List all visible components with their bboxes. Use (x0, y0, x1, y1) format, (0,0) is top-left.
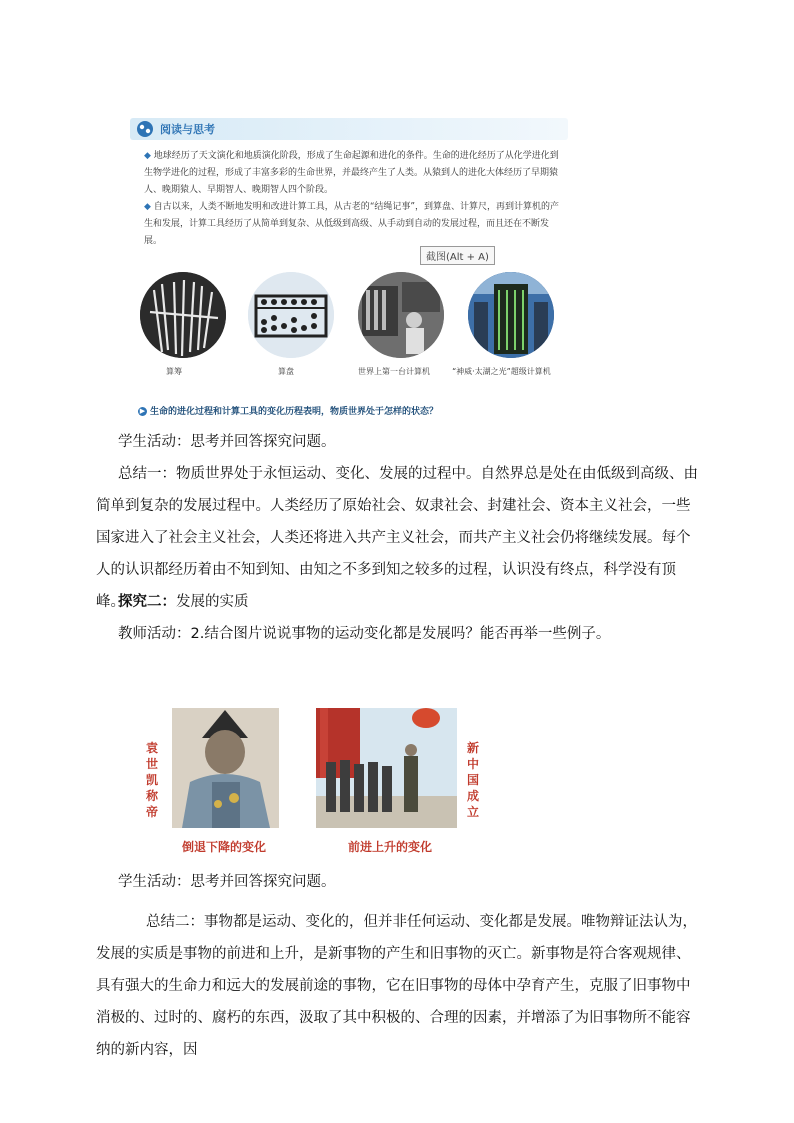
student-activity-text: 学生活动：思考并回答探究问题。 (118, 434, 336, 450)
caption-abacus: 算盘 (278, 367, 294, 376)
supercomputer-photo (468, 272, 554, 358)
prc-founding-photo (316, 708, 457, 828)
explore-2-label: 探究二： (118, 594, 176, 610)
student-activity-2 (96, 866, 700, 898)
teacher-activity-text: 教师活动：2.结合图片说说事物的运动变化都是发展吗？能否再举一些例子。 (118, 626, 611, 642)
first-computer-photo (358, 272, 444, 358)
panel-header (130, 118, 568, 140)
counting-rods-photo (140, 272, 226, 358)
panel-paragraph: 自古以来，人类不断地发明和改进计算工具，从古老的“结绳记事”，到算盘、计算尺，再到计算机的产生和发展，计算工具经历了从简单到复杂、从低级到高级、从手动到自动的发展过程，而且还在不断发展。 (144, 202, 560, 246)
bullet-icon: ◆ (144, 151, 151, 161)
first-computer-image (358, 272, 444, 358)
panel-text (144, 148, 560, 250)
supercomputer-image (468, 272, 554, 358)
student-activity-1 (96, 426, 700, 458)
screenshot-tooltip: 截图(Alt + A) (420, 246, 495, 265)
panel-question (138, 404, 438, 417)
reading-panel (130, 112, 570, 422)
yuan-shikai-image (172, 708, 279, 828)
caption-first-computer: 世界上第一台计算机 (358, 367, 430, 376)
left-caption: 倒退下降的变化 (182, 840, 267, 854)
summary-1-text: 总结一：物质世界处于永恒运动、变化、发展的过程中。自然界总是处在由低级到高级、由简单到复杂的发展过程中。人类经历了原始社会、奴隶社会、封建社会、资本主义社会，一些国家进入了社会主义社会，人类还将进入共产主义社会，而共产主义社会仍将继续发展。每个人的认识都经历着由不知到知、由知之不多到知之较多的过程，认识没有终点，科学没有顶峰。 (96, 466, 698, 610)
summary-2 (96, 906, 700, 1066)
counting-rods-image (140, 272, 226, 358)
abacus-image (248, 272, 334, 358)
student-activity-text: 学生活动：思考并回答探究问题。 (118, 874, 336, 890)
yuan-shikai-photo (172, 708, 279, 828)
summary-2-text: 总结二：事物都是运动、变化的，但并非任何运动、变化都是发展。唯物辩证法认为，发展的实质是事物的前进和上升，是新事物的产生和旧事物的灭亡。新事物是符合客观规律、具有强大的生命力和远大的发展前途的事物，它在旧事物的母体中孕育产生，克服了旧事物中消极的、过时的、腐朽的东西，汲取了其中积极的、合理的因素，并增添了为旧事物所不能容纳的新内容，因 (96, 914, 697, 1058)
panel-title: 阅读与思考 (160, 123, 215, 136)
question-text: 生命的进化过程和计算工具的变化历程表明，物质世界处于怎样的状态？ (150, 407, 439, 417)
bullet-icon: ◆ (144, 202, 151, 212)
right-caption: 前进上升的变化 (348, 840, 433, 854)
teacher-activity-2 (96, 618, 700, 650)
prc-founding-image (316, 708, 457, 828)
play-icon: ▶ (139, 407, 146, 415)
left-vertical-label: 袁世凯称帝 (146, 741, 159, 819)
explore-2 (96, 586, 700, 618)
explore-2-text: 发展的实质 (176, 594, 249, 610)
caption-supercomputer: “神威·太湖之光”超级计算机 (452, 367, 551, 376)
panel-paragraph: 地球经历了天文演化和地质演化阶段，形成了生命起源和进化的条件。生命的进化经历了从化学进化到生物学进化的过程，形成了丰富多彩的生命世界，并最终产生了人类。从猿到人的进化大体经历了早期猿人、晚期猿人、早期智人、晚期智人四个阶段。 (144, 151, 559, 195)
right-vertical-label: 新中国成立 (467, 741, 480, 819)
reading-icon (136, 120, 154, 138)
abacus-photo (248, 272, 334, 358)
caption-counting-rods: 算筹 (166, 367, 182, 376)
